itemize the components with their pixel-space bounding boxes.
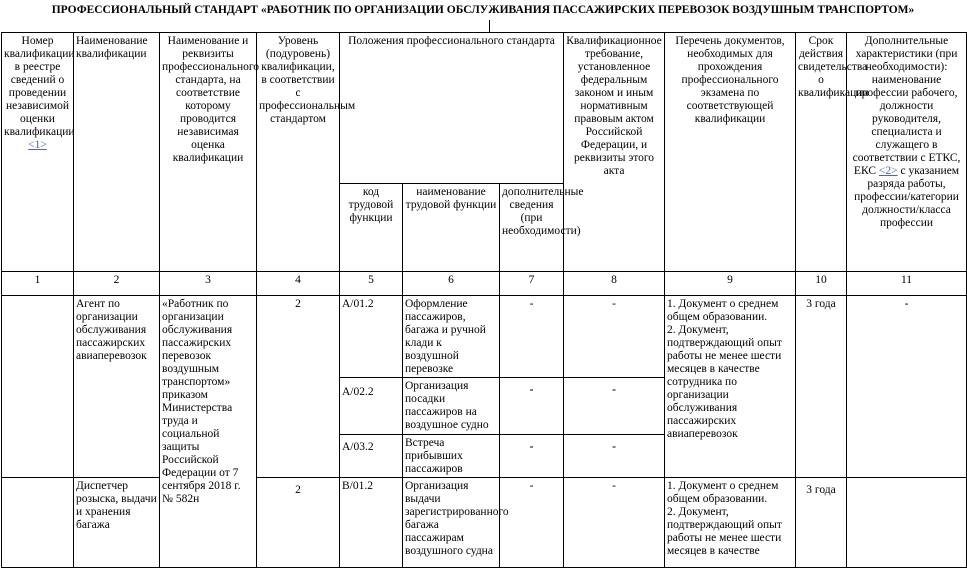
footnote-link-1[interactable]: <1> [28, 139, 47, 151]
function-name: Организация посадки пассажиров на воздушное судно [403, 378, 500, 435]
header-cell-standard: Наименование и реквизиты профессионального стандарта, на соответствие которому проводится независимая оценка квалификации [160, 33, 257, 272]
header-cell-extra: дополнительные сведения (при необходимости) [500, 184, 564, 272]
empty-cell [2, 296, 74, 478]
column-number: 1 [2, 272, 74, 296]
function-requirement: - [564, 296, 665, 378]
function-code: A/03.2 [340, 435, 403, 478]
header-row [2, 33, 967, 184]
column-number: 5 [340, 272, 403, 296]
function-extra: - [500, 435, 564, 478]
column-number: 8 [564, 272, 665, 296]
function-extra: - [500, 296, 564, 378]
standard-reference: «Работник по организации обслуживания пассажирских перевозок воздушным транспортом» приказом Министерства труда и социальной защиты Российской Федерации от 7 сентября 2018 г. № 582н [160, 296, 257, 568]
column-number: 6 [403, 272, 500, 296]
column-number: 7 [500, 272, 564, 296]
column-number: 4 [257, 272, 340, 296]
function-code: A/01.2 [340, 296, 403, 378]
table-row [2, 296, 967, 378]
column-number: 3 [160, 272, 257, 296]
validity-period: 3 года [796, 478, 847, 568]
required-documents: 1. Документ о среднем общем образовании. 2. Документ, подтверждающий опыт работы не менее шести месяцев в качестве сотрудника по организации обслуживания пассажирских авиаперевозок [665, 296, 796, 478]
function-extra: - [500, 378, 564, 435]
function-requirement: - [564, 378, 665, 435]
header-cell-group: Положения профессионального стандарта [340, 33, 564, 184]
function-name: Организация выдачи зарегистрированного багажа пассажирам воздушного судна [403, 478, 500, 568]
validity-period: 3 года [796, 296, 847, 478]
function-name: Встреча прибывших пассажиров [403, 435, 500, 478]
additional-characteristics [847, 478, 967, 568]
table-row [2, 478, 967, 568]
qualification-name: Агент по организации обслуживания пассажирских авиаперевозок [74, 296, 160, 478]
empty-cell [2, 478, 74, 568]
column-number: 10 [796, 272, 847, 296]
column-number-row [2, 272, 967, 296]
function-requirement: - [564, 435, 665, 478]
required-documents: 1. Документ о среднем общем образовании. 2. Документ, подтверждающий опыт работы не менее шести месяцев в качестве [665, 478, 796, 568]
document-title: ПРОФЕССИОНАЛЬНЫЙ СТАНДАРТ «РАБОТНИК ПО ОРГАНИЗАЦИИ ОБСЛУЖИВАНИЯ ПАССАЖИРСКИХ ПЕРЕВОЗОК ВОЗДУШНЫМ ТРАНСПОРТОМ» [51, 4, 915, 16]
header-cell-level: Уровень (подуровень) квалификации, в соответствии с профессиональным стандартом [257, 33, 340, 272]
header-cell-requirement: Квалификационное требование, установленное федеральным законом и иным нормативным правовым актом Российской Федерации, и реквизиты этого акта [564, 33, 665, 272]
header-cell-code: код трудовой функции [340, 184, 403, 272]
header-cell-validity: Срок действия свидетельства о квалификации [796, 33, 847, 272]
header-cell-documents: Перечень документов, необходимых для прохождения профессионального экзамена по соответствующей квалификации [665, 33, 796, 272]
qualification-name: Диспетчер розыска, выдачи и хранения багажа [74, 478, 160, 568]
header-cell-additional: Дополнительные характеристики (при необходимости): наименование профессии рабочего, должности руководителя, специалиста и служащего в соответствии с ЕТКС, ЕКС <2> с указанием разряда работы, профессии/категории должности/класса профессии [847, 33, 967, 272]
header-cell-name: Наименование квалификации [74, 33, 160, 272]
qualification-level: 2 [257, 478, 340, 568]
qualification-level: 2 [257, 296, 340, 478]
divider-tick [489, 20, 490, 32]
qualification-table [1, 32, 967, 568]
header-cell-function-name: наименование трудовой функции [403, 184, 500, 272]
column-number: 11 [847, 272, 967, 296]
additional-characteristics: - [847, 296, 967, 478]
function-name: Оформление пассажиров, багажа и ручной клади к воздушной перевозке [403, 296, 500, 378]
header-cell-number: Номер квалификации в реестре сведений о проведении независимой оценки квалификации <1> [2, 33, 74, 272]
function-code: A/02.2 [340, 378, 403, 435]
function-extra: - [500, 478, 564, 568]
column-number: 2 [74, 272, 160, 296]
column-number: 9 [665, 272, 796, 296]
function-code: B/01.2 [340, 478, 403, 568]
footnote-link-2[interactable]: <2> [878, 165, 898, 177]
function-requirement: - [564, 478, 665, 568]
